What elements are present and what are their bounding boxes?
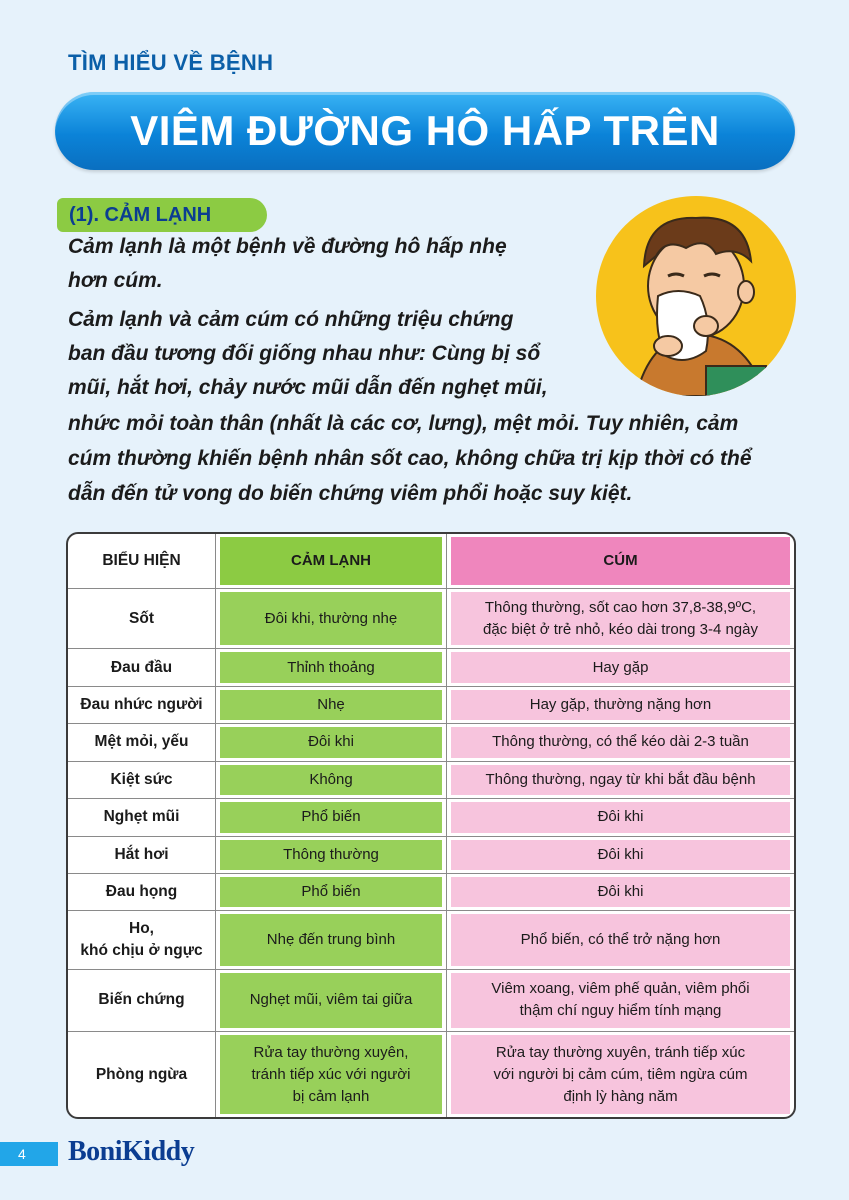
header-flu: CÚM — [447, 534, 795, 589]
table-row — [68, 686, 794, 723]
sneezing-boy-illustration — [596, 196, 796, 396]
symptom-cell: Sốt — [68, 589, 216, 649]
symptom-cell: Đau họng — [68, 873, 216, 910]
symptom-cell: Mệt mỏi, yếu — [68, 724, 216, 761]
table-row — [68, 761, 794, 798]
table-row — [68, 836, 794, 873]
symptom-cell: Biến chứng — [68, 969, 216, 1031]
flu-cell: Hay gặp — [447, 649, 795, 686]
symptom-cell: Ho, khó chịu ở ngực — [68, 911, 216, 969]
flu-cell: Viêm xoang, viêm phế quản, viêm phổi thậm chí nguy hiểm tính mạng — [447, 969, 795, 1031]
cold-cell: Nhẹ — [216, 686, 447, 723]
paragraph-line-3: Cảm lạnh và cảm cúm có những triệu chứng — [68, 308, 514, 331]
symptom-cell: Đau đầu — [68, 649, 216, 686]
paragraph-line-4: ban đầu tương đối giống nhau như: Cùng bị sổ — [68, 342, 541, 365]
page-subtitle: TÌM HIỂU VỀ BỆNH — [68, 50, 274, 75]
header-cold: CẢM LẠNH — [216, 534, 447, 589]
symptom-cell: Kiệt sức — [68, 761, 216, 798]
paragraph-line-1: Cảm lạnh là một bệnh về đường hô hấp nhẹ — [68, 235, 507, 258]
paragraph-line-8: dẫn đến tử vong do biến chứng viêm phổi hoặc suy kiệt. — [68, 482, 633, 505]
cold-cell: Rửa tay thường xuyên, tránh tiếp xúc với người bị cảm lạnh — [216, 1032, 447, 1117]
page-title: VIÊM ĐƯỜNG HÔ HẤP TRÊN — [130, 107, 720, 154]
cold-cell: Thông thường — [216, 836, 447, 873]
cold-cell: Không — [216, 761, 447, 798]
cold-cell: Nhẹ đến trung bình — [216, 911, 447, 969]
comparison-table — [66, 532, 796, 1119]
section-label: (1). CẢM LẠNH — [57, 198, 267, 232]
cold-cell: Phổ biến — [216, 873, 447, 910]
paragraph-line-6: nhức mỏi toàn thân (nhất là các cơ, lưng), mệt mỏi. Tuy nhiên, cảm — [68, 412, 739, 435]
flu-cell: Đôi khi — [447, 799, 795, 836]
flu-cell: Thông thường, ngay từ khi bắt đầu bệnh — [447, 761, 795, 798]
brand-logo: BoniKiddy — [68, 1136, 195, 1167]
table-row — [68, 911, 794, 969]
flu-cell: Đôi khi — [447, 836, 795, 873]
header-symptom: BIỂU HIỆN — [68, 534, 216, 589]
cold-cell: Đôi khi — [216, 724, 447, 761]
flu-cell: Rửa tay thường xuyên, tránh tiếp xúc với người bị cảm cúm, tiêm ngừa cúm định lỳ hàng năm — [447, 1032, 795, 1117]
table-row — [68, 649, 794, 686]
cold-cell: Nghẹt mũi, viêm tai giữa — [216, 969, 447, 1031]
flu-cell: Thông thường, sốt cao hơn 37,8-38,9ºC, đặc biệt ở trẻ nhỏ, kéo dài trong 3-4 ngày — [447, 589, 795, 649]
table-row — [68, 873, 794, 910]
paragraph-line-2: hơn cúm. — [68, 269, 163, 292]
paragraph-line-7: cúm thường khiến bệnh nhân sốt cao, không chữa trị kịp thời có thể — [68, 447, 752, 470]
cold-cell: Thỉnh thoảng — [216, 649, 447, 686]
flu-cell: Hay gặp, thường nặng hơn — [447, 686, 795, 723]
cold-cell: Phổ biến — [216, 799, 447, 836]
flu-cell: Phổ biến, có thể trở nặng hơn — [447, 911, 795, 969]
table-row — [68, 1032, 794, 1117]
table-row — [68, 589, 794, 649]
symptom-cell: Hắt hơi — [68, 836, 216, 873]
page-number: 4 — [0, 1142, 58, 1166]
symptom-cell: Nghẹt mũi — [68, 799, 216, 836]
table-row — [68, 724, 794, 761]
paragraph-line-5: mũi, hắt hơi, chảy nước mũi dẫn đến nghẹt mũi, — [68, 376, 548, 399]
table-row — [68, 799, 794, 836]
flu-cell: Đôi khi — [447, 873, 795, 910]
table-row — [68, 969, 794, 1031]
flu-cell: Thông thường, có thể kéo dài 2-3 tuần — [447, 724, 795, 761]
symptom-cell: Phòng ngừa — [68, 1032, 216, 1117]
title-banner — [55, 92, 795, 170]
symptom-cell: Đau nhức người — [68, 686, 216, 723]
cold-cell: Đôi khi, thường nhẹ — [216, 589, 447, 649]
table-header-row — [68, 534, 794, 589]
